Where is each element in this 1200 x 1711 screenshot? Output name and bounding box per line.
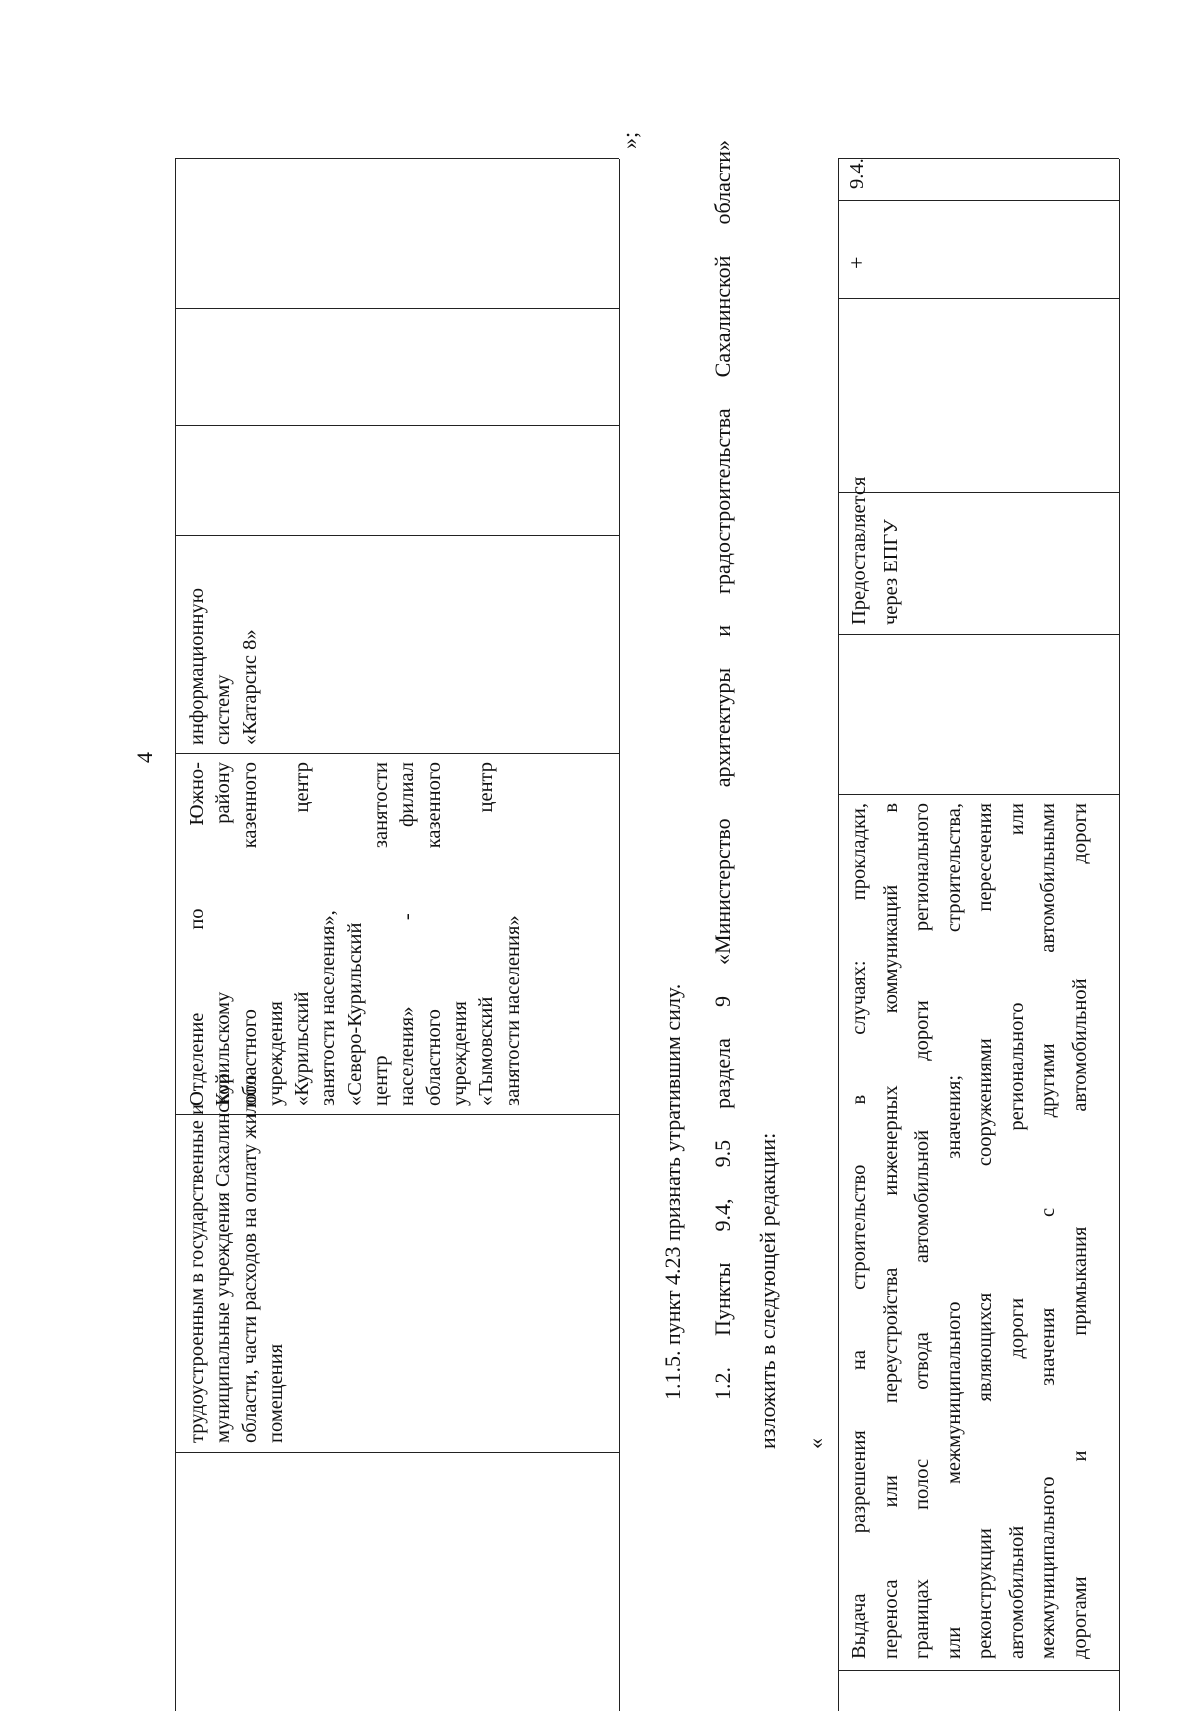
paragraph-1-2-second-line: изложить в следующей редакции:	[755, 1132, 780, 1449]
table-bottom-service-line: переноса или переустройства инженерных коммуникаций в	[879, 803, 902, 1659]
table-top-organization-line: «Курильский центр	[291, 762, 314, 1106]
table-bottom-epgu-cell	[844, 476, 907, 625]
table-bottom-plus-mark: +	[844, 256, 869, 269]
paragraph-1-1-5: 1.1.5. пункт 4.23 признать утратившим силу.	[660, 983, 685, 1400]
table-bottom-border	[838, 159, 839, 1711]
table-top-organization-line: «Тымовский центр	[475, 762, 498, 1106]
table-top-divider	[175, 1452, 619, 1453]
table-bottom-service-line: автомобильной дороги регионального или	[1005, 803, 1028, 1659]
table-top-organization-line: областного казенного	[422, 762, 445, 1106]
table-top-organization-line: центр занятости	[370, 762, 393, 1106]
table-top-system-line: «Катарсис 8»	[238, 629, 261, 745]
table-bottom-divider	[838, 634, 1119, 635]
page-number: 4	[132, 752, 157, 763]
table-top-organization-line: Отделение по Южно-	[186, 762, 208, 1106]
table-bottom-service-line: реконструкции являющихся сооружениями пересечения	[974, 803, 996, 1659]
table-bottom-service-line: межмуниципального значения с другими автомобильными	[1037, 803, 1059, 1659]
table-bottom-epgu-line: через ЕПГУ	[879, 519, 902, 625]
table-top-organization-cell	[184, 762, 526, 1106]
table-bottom-border	[1119, 159, 1120, 1711]
table-top-service-cell	[184, 1073, 289, 1443]
table-top-system-cell	[184, 541, 263, 745]
table-bottom-divider	[838, 1670, 1119, 1671]
table-bottom-row-number: 9.4.	[846, 158, 868, 189]
table-top-organization-line: «Северо-Курильский	[343, 922, 366, 1106]
table-top-organization-line: населения» - филиал	[396, 762, 419, 1106]
table-bottom-service-line: или межмуниципального значения; строительства,	[942, 803, 965, 1659]
table-bottom-divider	[838, 794, 1119, 795]
table-bottom-service-cell	[844, 803, 1096, 1659]
table-top-border	[175, 158, 619, 159]
table-top-organization-line: занятости населения»	[501, 915, 524, 1106]
table-top-organization-line: занятости населения»,	[317, 910, 340, 1106]
table-top-divider	[175, 308, 619, 309]
table-top-service-line: помещения	[264, 1343, 287, 1443]
paragraph-1-2-first-line: 1.2. Пункты 9.4, 9.5 раздела 9 «Министерство архитектуры и градостроительства Сахалинской области»	[710, 140, 735, 1400]
table-bottom-divider	[838, 492, 1119, 493]
table-top-divider	[175, 535, 619, 536]
table-top-organization-line: учреждения	[448, 1001, 471, 1106]
table-bottom-service-line: Выдача разрешения на строительство в случаях: прокладки,	[848, 803, 870, 1659]
table-top-organization-line: учреждения	[264, 1001, 287, 1106]
table-bottom-epgu-line: Предоставляется	[848, 476, 870, 625]
table-top-system-line: информационную	[186, 587, 208, 745]
table-bottom-border	[838, 158, 1119, 159]
table-top-organization-line: Курильскому району	[212, 762, 235, 1106]
table-bottom-divider	[838, 298, 1119, 299]
table-top-service-line: трудоустроенным в государственные и	[186, 1104, 208, 1443]
table-bottom-service-line: дорогами и примыкания автомобильной дороги	[1068, 803, 1091, 1659]
table-top-divider	[175, 753, 619, 754]
table-bottom-service-line: границах полос отвода автомобильной дороги регионального	[911, 803, 933, 1659]
table-top-border	[175, 159, 176, 1711]
table-bottom-divider	[838, 200, 1119, 201]
table-top-system-line: систему	[212, 674, 235, 745]
table-top-divider	[175, 425, 619, 426]
table-top-organization-line: областного казенного	[238, 762, 261, 1106]
table-top-service-line: области, части расходов на оплату жилого	[238, 1074, 261, 1443]
open-quote-mark: «	[803, 1438, 828, 1449]
table-top-border	[619, 159, 620, 1711]
table-top-closing-mark: »;	[617, 131, 642, 149]
table-top-service-line: муниципальные учреждения Сахалинской	[212, 1073, 235, 1443]
